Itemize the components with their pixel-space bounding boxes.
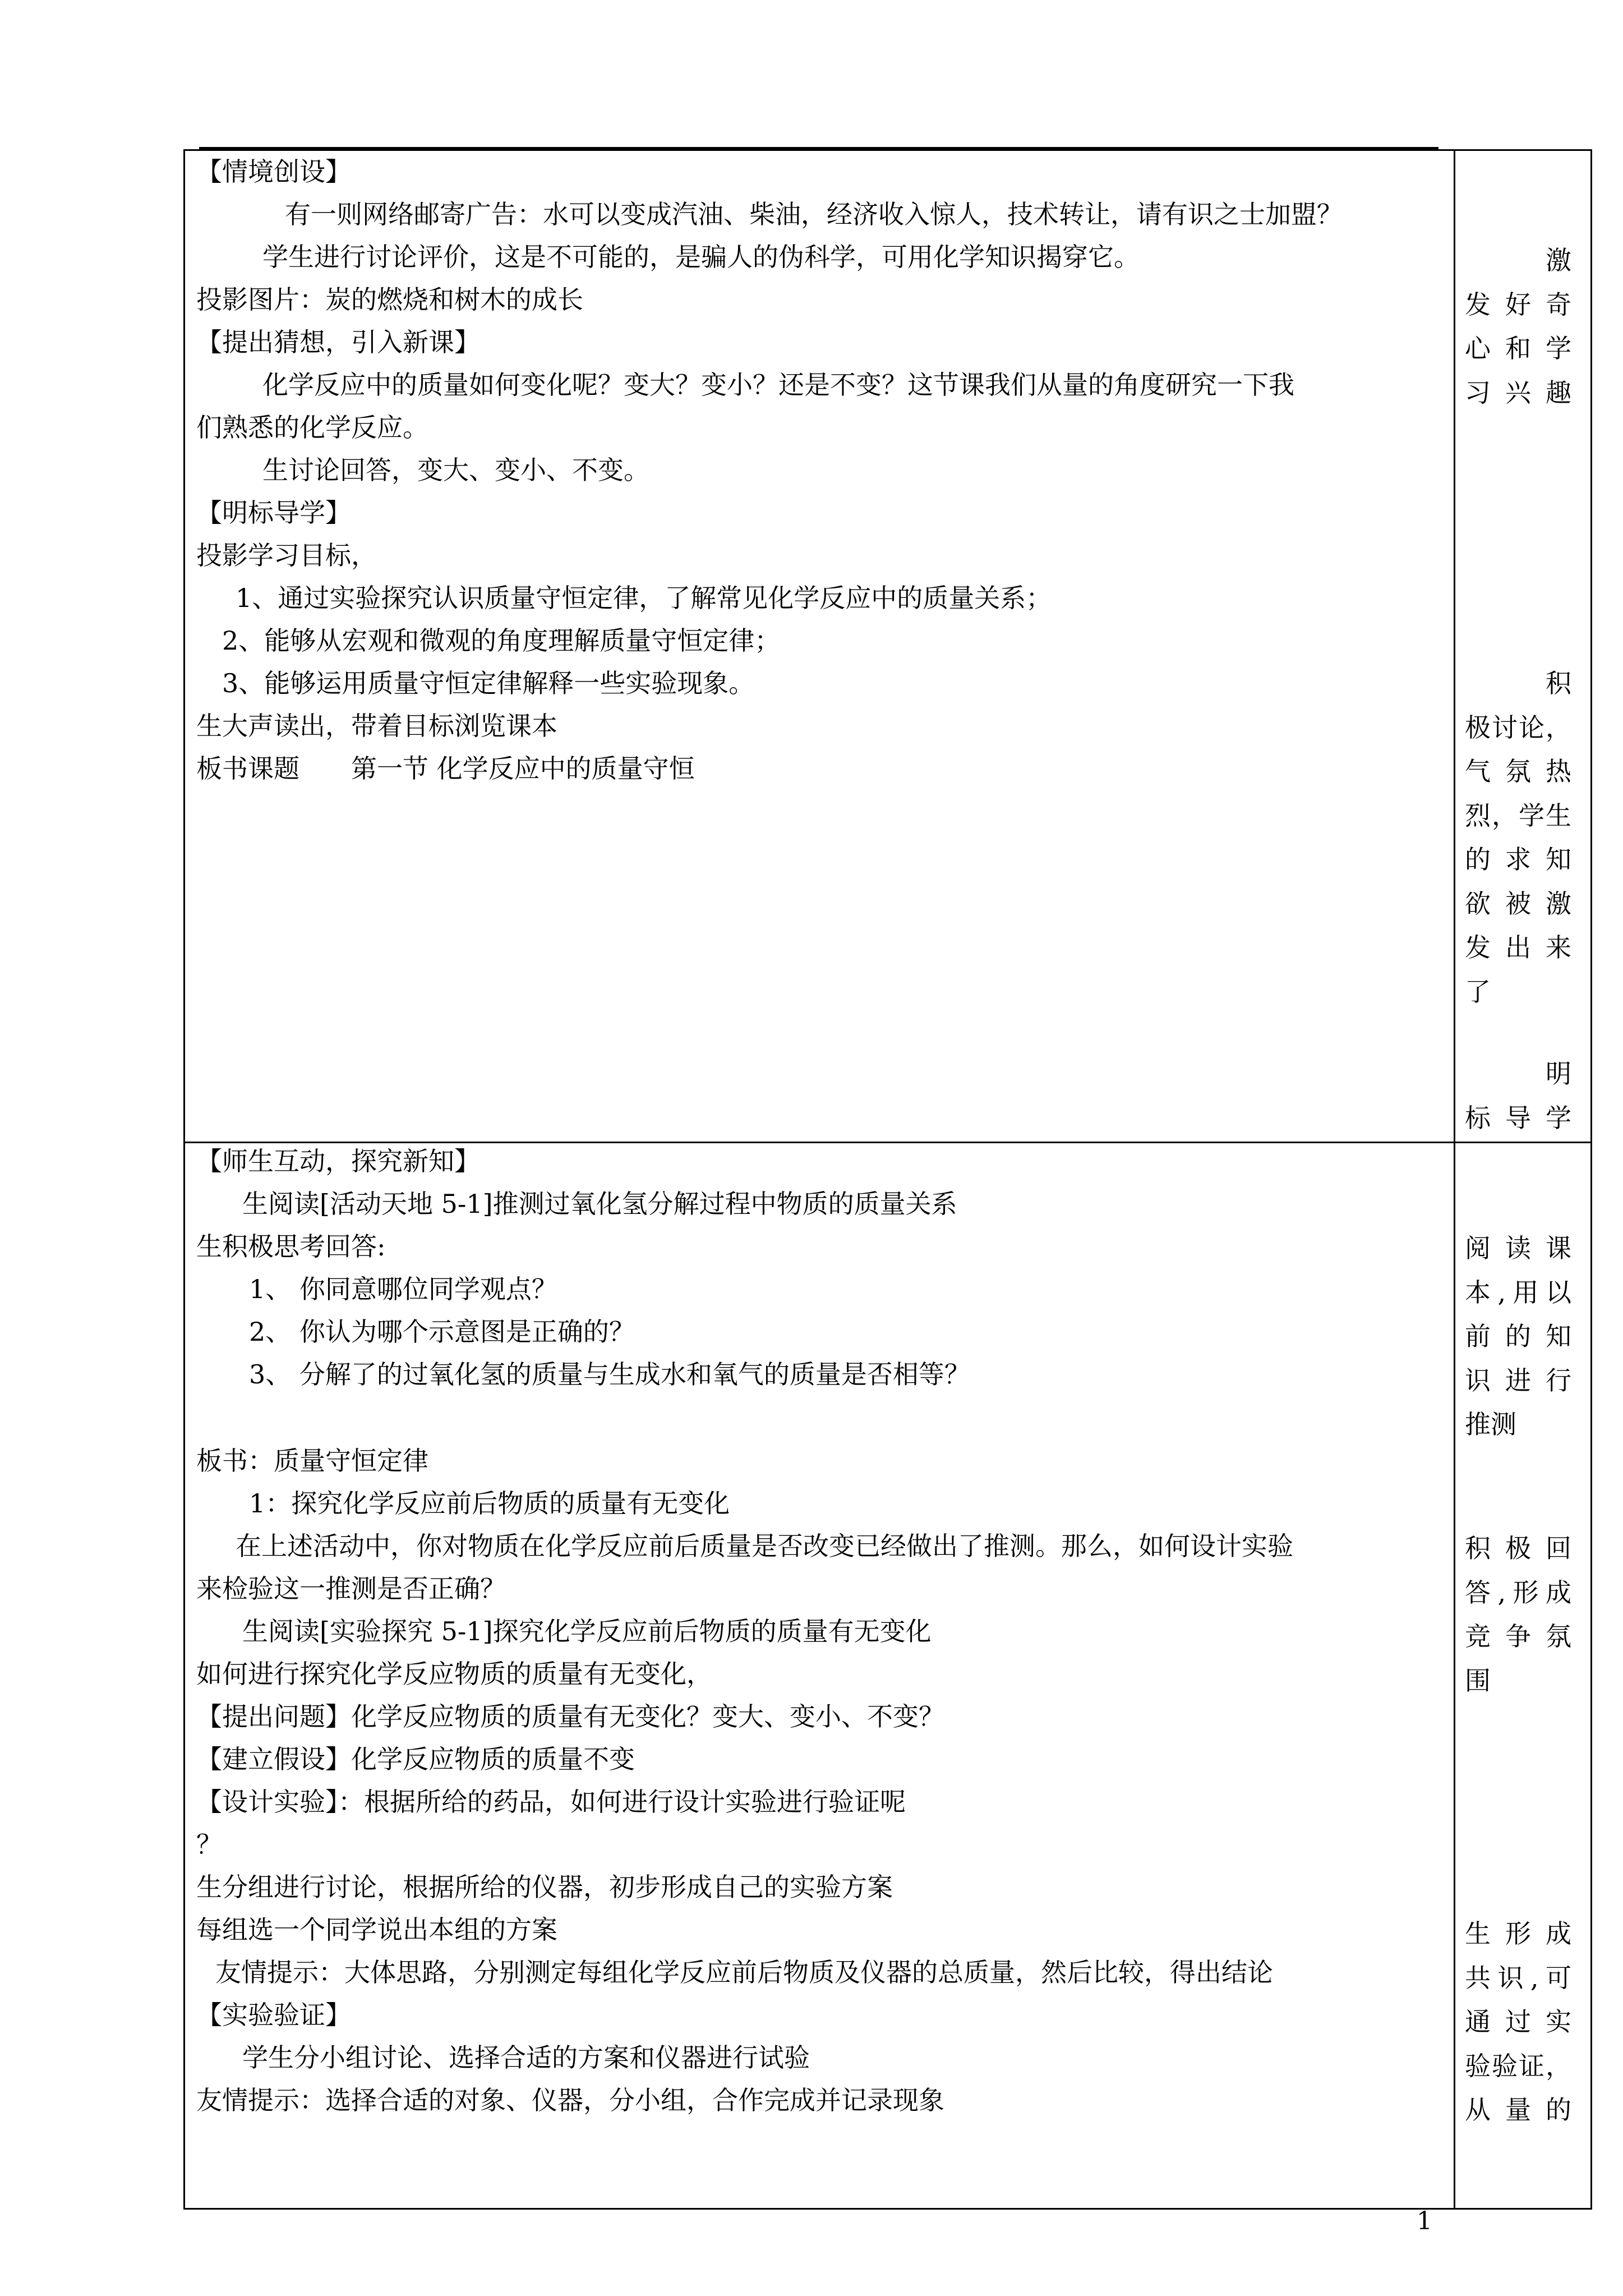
text-line: 【建立假设】化学反应物质的质量不变 [196,1744,635,1774]
text-line: 来检验这一推测是否正确？ [196,1573,506,1604]
text-line: 生大声读出，带着目标浏览课本 [196,711,557,741]
text-line: 们熟悉的化学反应。 [196,412,428,443]
note-block: 明 标导学 [1465,1059,1571,1133]
text-line: 在上述活动中，你对物质在化学反应前后质量是否改变已经做出了推测。那么，如何设计实验 [236,1531,1293,1561]
question-item: 3、 分解了的过氧化氢的质量与生成水和氧气的质量是否相等？ [249,1359,970,1389]
question-item: 1、 你同意哪位同学观点？ [249,1274,557,1304]
text-line: 【设计实验】：根据所给的药品，如何进行设计实验进行验证呢 [196,1787,906,1817]
row-divider [183,1142,1592,1143]
text-line: 生阅读[活动天地 5-1]推测过氧化氢分解过程中物质的质量关系 [242,1189,957,1219]
text-line: 友情提示：大体思路，分别测定每组化学反应前后物质及仪器的总质量，然后比较，得出结论 [215,1957,1273,1987]
text-line: 有一则网络邮寄广告：水可以变成汽油、柴油，经济收入惊人，技术转让，请有识之士加盟？ [285,199,1343,229]
text-line: 学生进行讨论评价，这是不可能的，是骗人的伪科学，可用化学知识揭穿它。 [262,242,1140,272]
question-item: 2、 你认为哪个示意图是正确的？ [249,1317,635,1347]
objective-item: 1、通过实验探究认识质量守恒定律，了解常见化学反应中的质量关系； [236,583,1052,613]
objective-item: 3、能够运用质量守恒定律解释一些实验现象。 [222,668,755,698]
text-line: 1：探究化学反应前后物质的质量有无变化 [249,1488,730,1519]
text-line: 生分组进行讨论，根据所给的仪器，初步形成自己的实验方案 [196,1872,893,1902]
note-block: 阅读课 本,用以 前的知 识进行 推测 [1465,1233,1571,1439]
note-block: 激 发好奇 心和学 习兴趣 [1465,245,1571,408]
heading-objectives: 【明标导学】 [196,498,351,528]
heading-verification: 【实验验证】 [196,2000,351,2030]
note-block: 积 极讨论， 气氛热 烈，学生 的求知 欲被激 发出来 了 [1465,668,1571,1007]
text-line: ？ [196,1829,222,1860]
heading-scenario: 【情境创设】 [196,157,351,187]
note-block: 生形成 共识,可 通过实 验验证， 从量的 [1465,1918,1571,2125]
column-divider [1454,149,1455,2210]
text-line: 【提出问题】化学反应物质的质量有无变化？变大、变小、不变？ [196,1701,944,1732]
board-law: 板书：质量守恒定律 [196,1446,428,1476]
section-explore-content [196,1144,1453,2207]
text-line: 生讨论回答，变大、变小、不变。 [262,455,649,485]
text-line: 友情提示：选择合适的对象、仪器，分小组，合作完成并记录现象 [196,2085,944,2115]
heading-interaction: 【师生互动，探究新知】 [196,1146,480,1176]
text-line: 化学反应中的质量如何变化呢？变大？变小？还是不变？这节课我们从量的角度研究一下我 [262,370,1294,400]
board-title: 板书课题 第一节 化学反应中的质量守恒 [196,753,695,784]
section-explore-notes [1465,1144,1584,2207]
section-intro-notes [1465,151,1584,1139]
text-line: 投影学习目标， [196,540,377,570]
note-block: 积极回 答,形成 竞争氛 围 [1465,1533,1571,1696]
heading-hypothesis: 【提出猜想，引入新课】 [196,327,480,357]
objective-item: 2、能够从宏观和微观的角度理解质量守恒定律； [222,625,781,656]
text-line: 如何进行探究化学反应物质的质量有无变化， [196,1659,712,1689]
text-line: 学生分小组讨论、选择合适的方案和仪器进行试验 [242,2042,810,2073]
text-line: 投影图片：炭的燃烧和树木的成长 [196,284,583,315]
text-line: 生积极思考回答: [196,1231,386,1262]
section-intro-content [196,151,1453,1139]
page-number: 1 [1417,2207,1432,2235]
text-line: 每组选一个同学说出本组的方案 [196,1915,557,1945]
text-line: 生阅读[实验探究 5-1]探究化学反应前后物质的质量有无变化 [242,1616,932,1646]
